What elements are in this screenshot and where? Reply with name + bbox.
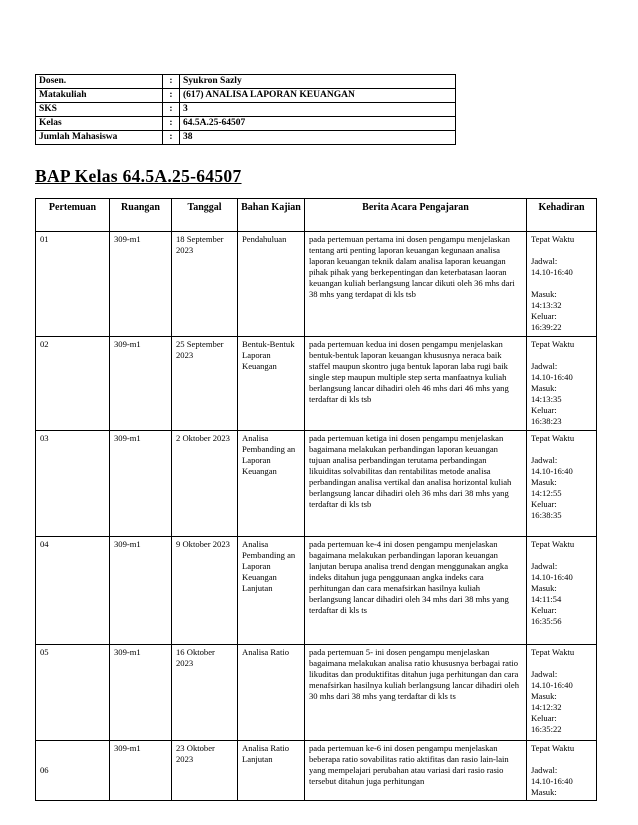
table-row — [36, 232, 597, 337]
page-title: BAP Kelas 64.5A.25-64507 — [35, 166, 242, 186]
check-out-time: 16:35:56 — [531, 616, 562, 626]
info-value: (617) ANALISA LAPORAN KEUANGAN — [180, 89, 456, 103]
info-row-kelas — [36, 117, 456, 131]
cell-pertemuan: 05 — [36, 645, 110, 741]
cell-bahan-kajian: Analisa Pembanding an Laporan Keuangan — [238, 431, 305, 537]
col-header-kehadiran: Kehadiran — [527, 199, 597, 232]
check-in-time: 14:12:32 — [531, 702, 562, 712]
table-row — [36, 537, 597, 645]
check-out-time: 16:38:23 — [531, 416, 562, 426]
info-row-dosen — [36, 75, 456, 89]
check-in-label: Masuk: — [531, 583, 557, 593]
schedule-label: Jadwal: — [531, 455, 558, 465]
spacer — [531, 550, 592, 561]
col-header-berita-acara: Berita Acara Pengajaran — [305, 199, 527, 232]
cell-kehadiran — [527, 537, 597, 645]
cell-ruangan: 309-m1 — [110, 741, 172, 801]
attendance-status: Tepat Waktu — [531, 743, 575, 753]
info-value: Syukron Sazly — [180, 75, 456, 89]
schedule-label: Jadwal: — [531, 669, 558, 679]
schedule-label: Jadwal: — [531, 361, 558, 371]
course-info-table — [35, 74, 456, 145]
schedule-value: 14.10-16:40 — [531, 572, 573, 582]
schedule-value: 14.10-16:40 — [531, 680, 573, 690]
table-row — [36, 431, 597, 537]
cell-kehadiran — [527, 741, 597, 801]
info-value: 64.5A.25-64507 — [180, 117, 456, 131]
cell-berita-acara: pada pertemuan ke-4 ini dosen pengampu menjelaskan bagaimana melakukan perbandingan laporan keuangan lanjutan berupa analisa trend dengan menggunakan angka indeks ditahun juga penggunaan angka indeks cara perhitungan dan cara menafsirkan hasilnya kuliah berlangsung lancar dihadiri oleh 34 mhs dari 38 mhs yang terdaftar di kls ts — [305, 537, 527, 645]
schedule-label: Jadwal: — [531, 561, 558, 571]
info-separator: : — [163, 103, 180, 117]
info-label: Matakuliah — [36, 89, 163, 103]
cell-tanggal: 23 Oktober 2023 — [172, 741, 238, 801]
col-header-tanggal: Tanggal — [172, 199, 238, 232]
cell-pertemuan: 04 — [36, 537, 110, 645]
schedule-label: Jadwal: — [531, 765, 558, 775]
check-in-time: 14:11:54 — [531, 594, 562, 604]
info-row-matakuliah — [36, 89, 456, 103]
cell-berita-acara: pada pertemuan ketiga ini dosen pengampu menjelaskan bagaimana melakukan perbandingan laporan keuangan tujuan analisa perbandingan terutama perbandingan likuiditas solvabilitas dan rentabilitas metode analisa perbandingan analisa vertikal dan analisa horizontal kuliah berlangsung lancar dihadiri oleh 36 mhs dari 38 mhs yang terdaftar di kls tsb — [305, 431, 527, 537]
cell-tanggal: 18 September 2023 — [172, 232, 238, 337]
cell-pertemuan — [36, 741, 110, 801]
check-in-label: Masuk: — [531, 383, 557, 393]
cell-pertemuan: 02 — [36, 337, 110, 431]
check-out-label: Keluar: — [531, 499, 557, 509]
info-separator: : — [163, 131, 180, 145]
cell-tanggal: 25 September 2023 — [172, 337, 238, 431]
cell-berita-acara: pada pertemuan 5- ini dosen pengampu menjelaskan bagaimana melakukan analisa ratio khususnya berbagai ratio likuditas dan produktifitas ditahun juga perhitungan dan cara menafsirkan hasilnya kuliah berlangsung lancar dihadiri oleh 30 mhs dari 38 mhs yang terdaftar di kls ts — [305, 645, 527, 741]
schedule-value: 14.10-16:40 — [531, 267, 573, 277]
table-row — [36, 645, 597, 741]
col-header-ruangan: Ruangan — [110, 199, 172, 232]
info-value: 3 — [180, 103, 456, 117]
check-out-label: Keluar: — [531, 713, 557, 723]
cell-kehadiran — [527, 232, 597, 337]
cell-ruangan: 309-m1 — [110, 645, 172, 741]
cell-bahan-kajian: Pendahuluan — [238, 232, 305, 337]
cell-tanggal: 2 Oktober 2023 — [172, 431, 238, 537]
info-row-jumlah-mahasiswa — [36, 131, 456, 145]
table-row — [36, 741, 597, 801]
bap-table — [35, 198, 597, 801]
spacer — [531, 754, 592, 765]
cell-ruangan: 309-m1 — [110, 431, 172, 537]
col-header-bahan-kajian: Bahan Kajian — [238, 199, 305, 232]
info-separator: : — [163, 117, 180, 131]
cell-ruangan: 309-m1 — [110, 337, 172, 431]
cell-berita-acara: pada pertemuan pertama ini dosen pengampu menjelaskan tentang arti penting laporan keuangan kegunaan analisa laporan keuangan teknik dalam analisa laporan keuangan pihak pihak yang berkepentingan dan keterbatasan laoran keuangan kuliah berlangsung lancar dikuti oleh 36 mhs dari 38 mhs yang terdapat di kls tsb — [305, 232, 527, 337]
cell-tanggal: 16 Oktober 2023 — [172, 645, 238, 741]
cell-pertemuan: 01 — [36, 232, 110, 337]
check-out-label: Keluar: — [531, 405, 557, 415]
schedule-value: 14.10-16:40 — [531, 372, 573, 382]
cell-ruangan: 309-m1 — [110, 537, 172, 645]
check-in-label: Masuk: — [531, 787, 557, 797]
attendance-status: Tepat Waktu — [531, 339, 575, 349]
spacer — [531, 444, 592, 455]
check-in-label: Masuk: — [531, 477, 557, 487]
cell-pertemuan: 03 — [36, 431, 110, 537]
info-label: Jumlah Mahasiswa — [36, 131, 163, 145]
info-label: Kelas — [36, 117, 163, 131]
check-out-time: 16:39:22 — [531, 322, 562, 332]
cell-ruangan: 309-m1 — [110, 232, 172, 337]
check-out-label: Keluar: — [531, 605, 557, 615]
info-separator: : — [163, 75, 180, 89]
spacer — [531, 278, 592, 289]
cell-kehadiran — [527, 431, 597, 537]
cell-kehadiran — [527, 337, 597, 431]
check-in-time: 14:13:35 — [531, 394, 562, 404]
cell-pertemuan-text: 06 — [40, 765, 49, 775]
cell-bahan-kajian: Analisa Pembanding an Laporan Keuangan Lanjutan — [238, 537, 305, 645]
check-in-label: Masuk: — [531, 691, 557, 701]
cell-tanggal: 9 Oktober 2023 — [172, 537, 238, 645]
cell-bahan-kajian: Bentuk-Bentuk Laporan Keuangan — [238, 337, 305, 431]
cell-berita-acara: pada pertemuan kedua ini dosen pengampu menjelaskan bentuk-bentuk laporan keuangan khususnya neraca baik staffel maupun skontro juga bentuk laporan laba rugi baik single step maupun multiple step serta manfaatnya kuliah berlangsung lancar dihadiri oleh 46 mhs dari 46 mhs yang terdaftar di kls tsb — [305, 337, 527, 431]
info-row-sks — [36, 103, 456, 117]
check-in-time: 14:12:55 — [531, 488, 562, 498]
check-in-time: 14:13:32 — [531, 300, 562, 310]
table-row — [36, 337, 597, 431]
schedule-label: Jadwal: — [531, 256, 558, 266]
attendance-status: Tepat Waktu — [531, 647, 575, 657]
cell-bahan-kajian: Analisa Ratio — [238, 645, 305, 741]
attendance-status: Tepat Waktu — [531, 234, 575, 244]
col-header-pertemuan: Pertemuan — [36, 199, 110, 232]
check-out-time: 16:35:22 — [531, 724, 562, 734]
attendance-status: Tepat Waktu — [531, 539, 575, 549]
check-out-time: 16:38:35 — [531, 510, 562, 520]
info-value: 38 — [180, 131, 456, 145]
bap-header-row — [36, 199, 597, 232]
attendance-status: Tepat Waktu — [531, 433, 575, 443]
cell-bahan-kajian: Analisa Ratio Lanjutan — [238, 741, 305, 801]
info-separator: : — [163, 89, 180, 103]
info-label: Dosen. — [36, 75, 163, 89]
schedule-value: 14.10-16:40 — [531, 466, 573, 476]
spacer — [531, 245, 592, 256]
cell-berita-acara: pada pertemuan ke-6 ini dosen pengampu menjelaskan beberapa ratio sovabilitas ratio aktifitas dan rasio lain-lain yang mempelajari perubahan atau variasi dari rasio rasio tersebut ditahun juga perhitungan — [305, 741, 527, 801]
spacer — [531, 658, 592, 669]
cell-kehadiran — [527, 645, 597, 741]
schedule-value: 14.10-16:40 — [531, 776, 573, 786]
check-out-label: Keluar: — [531, 311, 557, 321]
check-in-label: Masuk: — [531, 289, 557, 299]
spacer — [531, 350, 592, 361]
info-label: SKS — [36, 103, 163, 117]
